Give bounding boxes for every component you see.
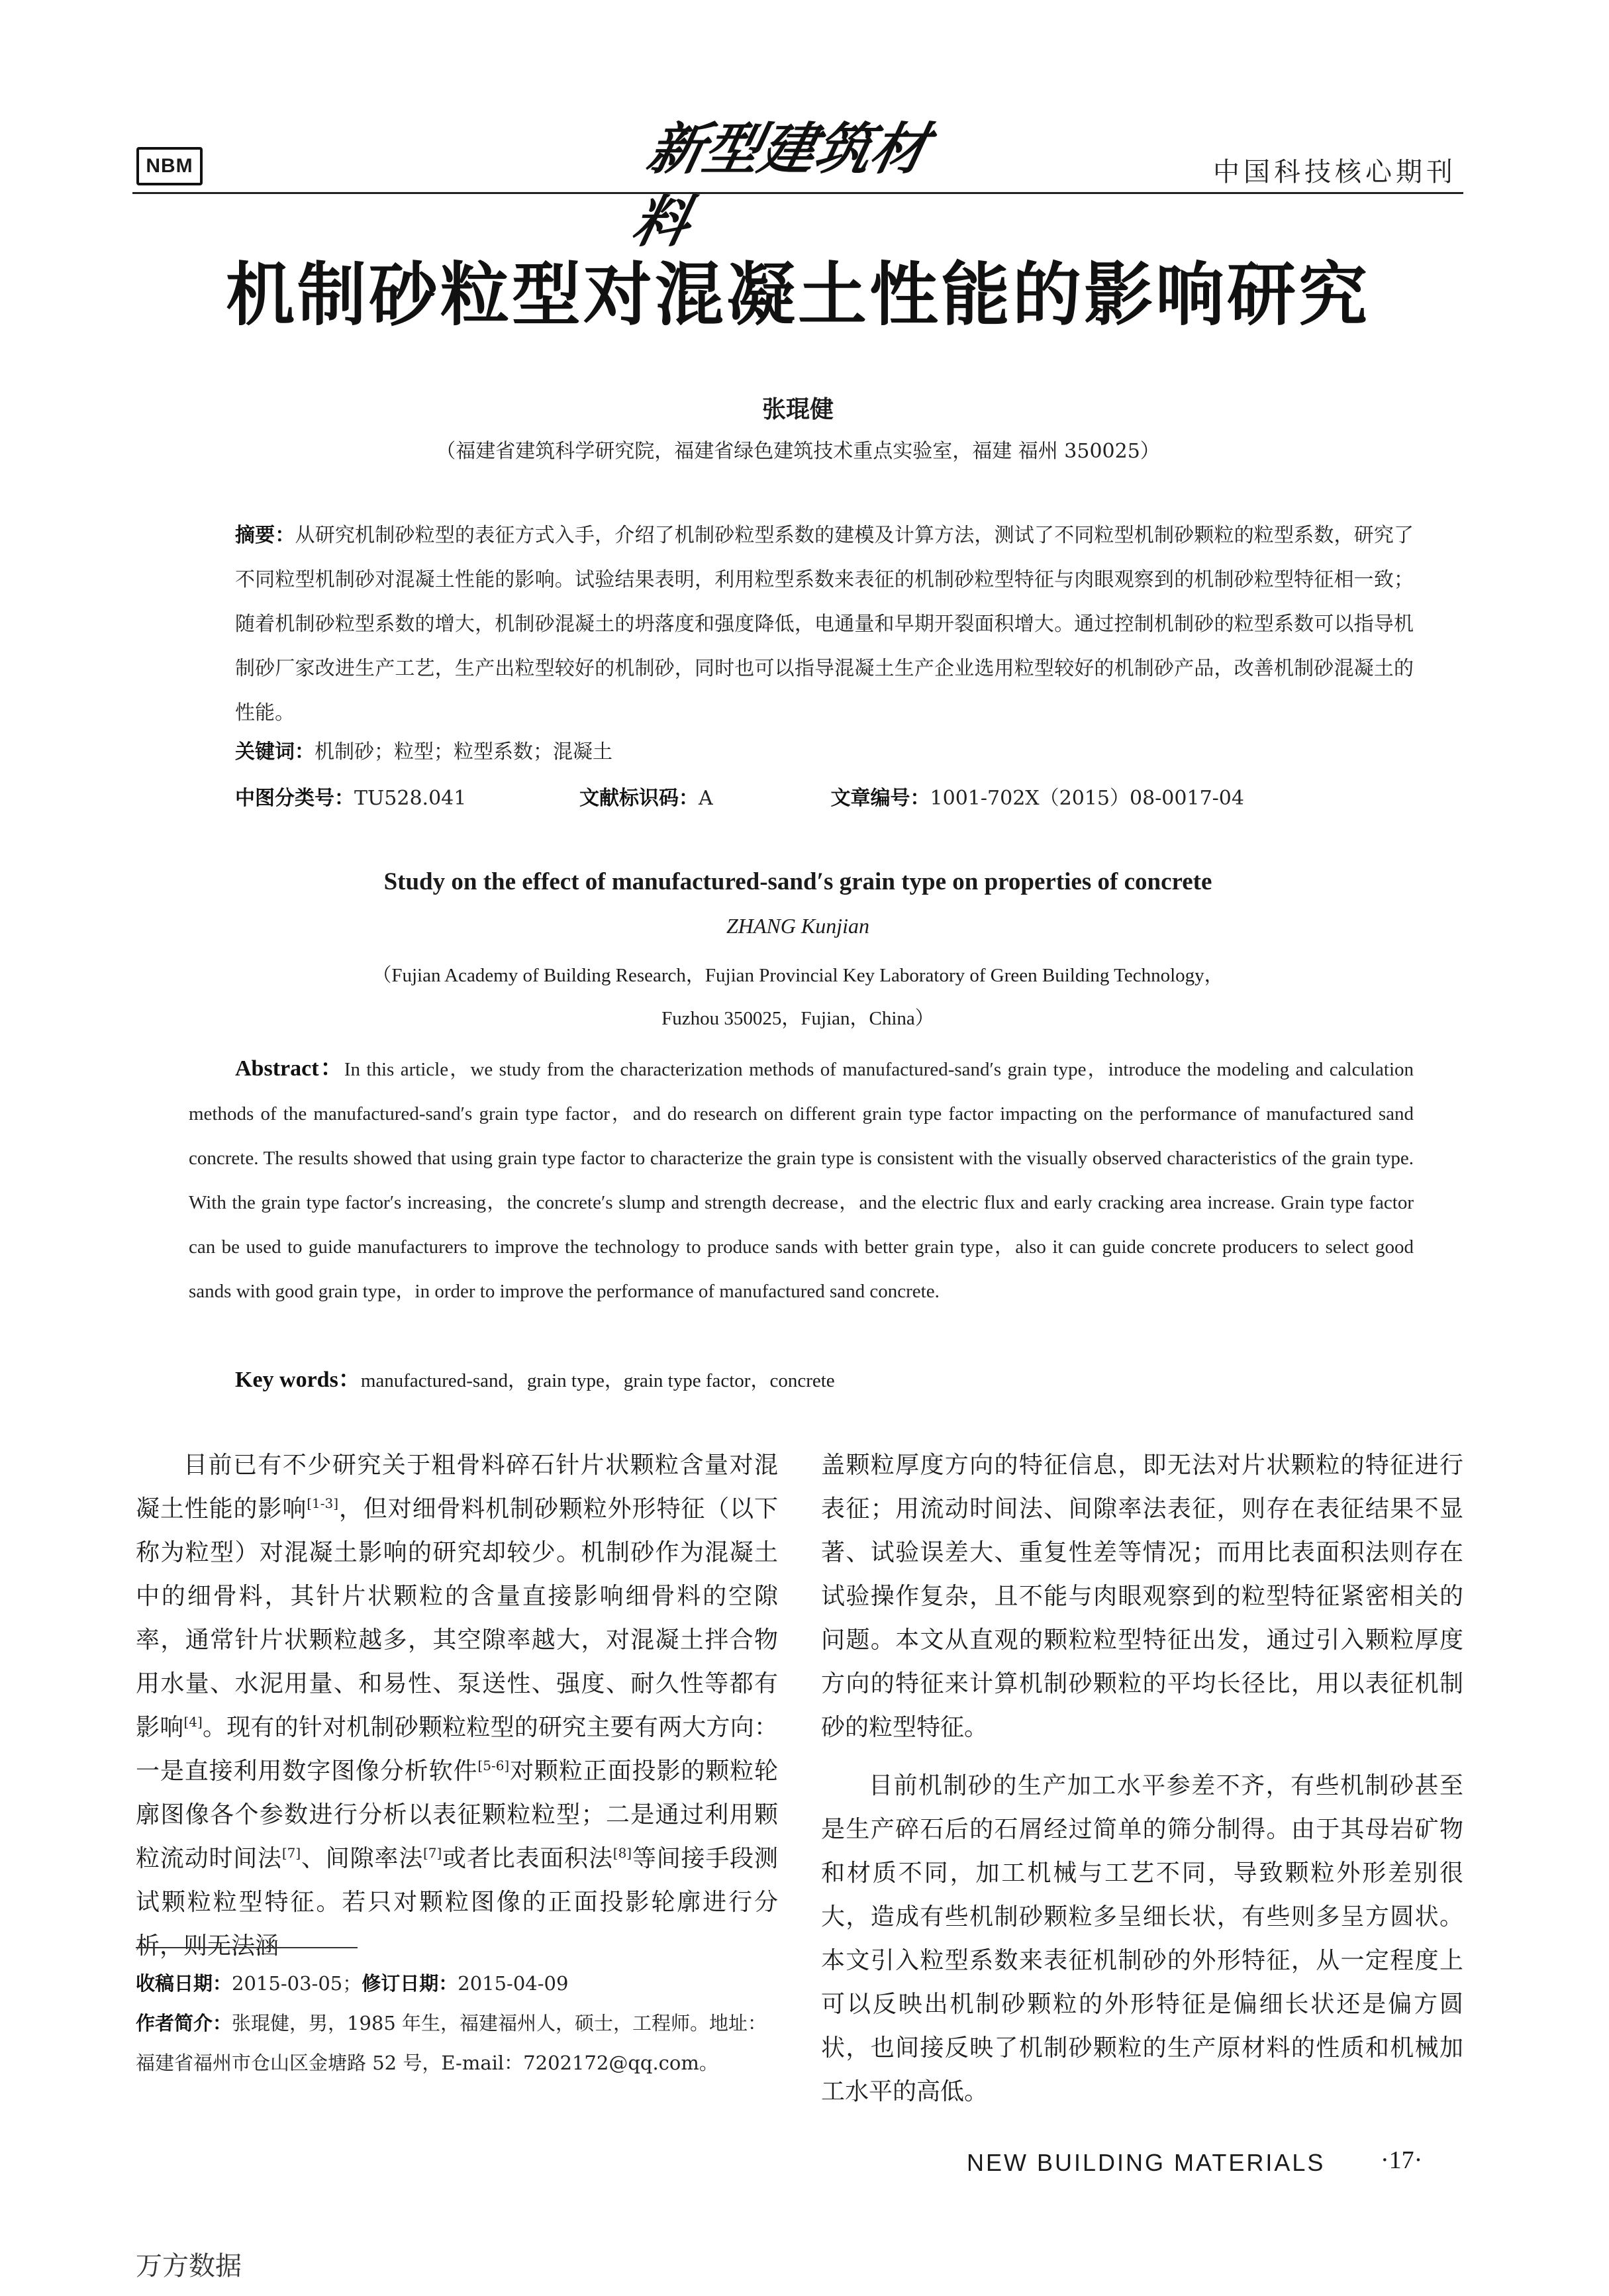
footnotes [136, 1964, 778, 2083]
keywords-cn-text: 机制砂；粒型；粒型系数；混凝土 [315, 740, 612, 764]
page-number: ·17· [1381, 2146, 1423, 2174]
doc-code-value: A [699, 787, 713, 810]
footnote-bio [136, 2003, 778, 2083]
revised-label: 修订日期： [362, 1972, 458, 1995]
author-affiliation: （福建省建筑科学研究院，福建省绿色建筑技术重点实验室，福建 福州 350025） [436, 440, 1160, 463]
author-affiliation-en-line2: Fuzhou 350025，Fujian，China） [661, 1008, 934, 1029]
article-title: 机制砂粒型对混凝土性能的影响研究 [225, 254, 1370, 335]
journal-tag: 中国科技核心期刊 [1213, 157, 1457, 187]
journal-masthead: 新型建筑材料 [626, 116, 934, 254]
abstract-cn-label: 摘要： [235, 524, 295, 547]
body-text: 。现有的针对机制砂颗粒粒型的研究主要有两大方向：一是直接利用数字图像分析软件 [136, 1714, 778, 1785]
watermark: 万方数据 [136, 2251, 242, 2281]
author-affiliation-en-line1: （Fujian Academy of Building Research，Fujian Provincial Key Laboratory of Green Building Technology， [372, 965, 1224, 986]
body-column-right [821, 1444, 1463, 2114]
body-text: 、间隙率法 [301, 1845, 423, 1872]
received-label: 收稿日期： [136, 1972, 232, 1995]
keywords-en-text: manufactured-sand，grain type，grain type factor，concrete [360, 1370, 835, 1391]
body-text: 对颗粒正面投影的颗粒轮廓图像各个参数进行分析以表征颗粒粒型；二是通过利用颗粒流动时间法 [136, 1758, 778, 1872]
keywords-en-label: Key words： [235, 1368, 361, 1392]
body-text: 等间接手段测试颗粒粒型特征。若只对颗粒图像的正面投影轮廓进行分析，则无法涵 [136, 1845, 778, 1960]
author-name-en: ZHANG Kunjian [726, 914, 870, 938]
body-text: ，但对细骨料机制砂颗粒外形特征（以下称为粒型）对混凝土影响的研究却较少。机制砂作为混凝土中的细骨料，其针片状颗粒的含量直接影响细骨料的空隙率，通常针片状颗粒越多，其空隙率越大，对混凝土拌合物用水量、水泥用量、和易性、泵送性、强度、耐久性等都有影响 [136, 1495, 778, 1741]
abstract-cn-text: 从研究机制砂粒型的表征方式入手，介绍了机制砂粒型系数的建模及计算方法，测试了不同粒型机制砂颗粒的粒型系数，研究了不同粒型机制砂对混凝土性能的影响。试验结果表明，利用粒型系数来表征的机制砂粒型特征与肉眼观察到的机制砂粒型特征相一致；随着机制砂粒型系数的增大，机制砂混凝土的坍落度和强度降低，电通量和早期开裂面积增大。通过控制机制砂的粒型系数可以指导机制砂厂家改进生产工艺，生产出粒型较好的机制砂，同时也可以指导混凝土生产企业选用粒型较好的机制砂产品，改善机制砂混凝土的性能。 [235, 524, 1414, 724]
header-rule [132, 192, 1463, 194]
footnote-dates [136, 1964, 778, 2003]
article-title-en: Study on the effect of manufactured-sand′s grain type on properties of concrete [383, 868, 1212, 895]
abstract-en [189, 1046, 1414, 1314]
author-name: 张琨健 [761, 396, 834, 423]
body-text: 或者比表面积法 [442, 1845, 613, 1872]
citation-ref: [8] [612, 1845, 632, 1861]
abstract-en-label: Abstract： [235, 1056, 344, 1081]
citation-ref: [1-3] [307, 1495, 339, 1511]
citation-ref: [4] [183, 1714, 203, 1730]
keywords-cn-label: 关键词： [235, 740, 315, 764]
clc-label: 中图分类号： [235, 787, 354, 810]
bio-text: 张琨健，男，1985 年生，福建福州人，硕士，工程师。地址：福建省福州市仓山区金塘路 52 号，E-mail：7202172@qq.com。 [136, 2012, 767, 2074]
article-no-label: 文章编号： [830, 787, 930, 810]
body-paragraph [136, 1444, 778, 1968]
citation-ref: [7] [281, 1845, 301, 1861]
citation-ref: [5-6] [477, 1758, 510, 1773]
body-column-left [136, 1444, 778, 1968]
keywords-en [235, 1361, 835, 1393]
article-no-value: 1001-702X（2015）08-0017-04 [930, 787, 1244, 810]
body-paragraph: 盖颗粒厚度方向的特征信息，即无法对片状颗粒的特征进行表征；用流动时间法、间隙率法表征，则存在表征结果不显著、试验误差大、重复性差等情况；而用比表面积法则存在试验操作复杂，且不能与肉眼观察到的粒型特征紧密相关的问题。本文从直观的颗粒粒型特征出发，通过引入颗粒厚度方向的特征来计算机制砂颗粒的平均长径比，用以表征机制砂的粒型特征。 [821, 1452, 1463, 1741]
body-paragraph: 目前机制砂的生产加工水平参差不齐，有些机制砂甚至是生产碎石后的石屑经过简单的筛分制得。由于其母岩矿物和材质不同，加工机械与工艺不同，导致颗粒外形差别很大，造成有些机制砂颗粒多呈细长状，有些则多呈方圆状。本文引入粒型系数来表征机制砂的外形特征，从一定程度上可以反映出机制砂颗粒的外形特征是偏细长状还是偏方圆状，也间接反映了机制砂颗粒的生产原材料的性质和机械加工水平的高低。 [821, 1772, 1463, 2105]
footnote-rule [136, 1947, 358, 1948]
received-date: 2015-03-05； [232, 1972, 362, 1995]
body-text: 目前已有不少研究关于粗骨料碎石针片状颗粒含量对混凝土性能的影响 [136, 1452, 778, 1522]
revised-date: 2015-04-09 [458, 1972, 569, 1995]
citation-ref: [7] [423, 1845, 442, 1861]
clc-value: TU528.041 [354, 787, 467, 810]
abstract-en-text: In this article，we study from the characterization methods of manufactured-sand′s grain type，introduce the modeling and calculation methods of the manufactured-sand′s grain type factor，and do research on different grain type factor impacting on the performance of manufactured sand concrete. The results showed that using grain type factor to characterize the grain type is consistent with the visually observed characteristics of the grain type. With the grain type factor′s increasing，the concrete′s slump and strength decrease，and the electric flux and early cracking area increase. Grain type factor can be used to guide manufacturers to improve the technology to produce sands with better grain type，also it can guide concrete producers to select good sands with good grain type，in order to improve the performance of manufactured sand concrete. [189, 1059, 1414, 1302]
bio-label: 作者简介： [136, 2012, 232, 2034]
footer-journal-name: NEW BUILDING MATERIALS [967, 2149, 1326, 2176]
keywords-cn [235, 735, 612, 764]
classification-row [235, 781, 1244, 811]
abstract-cn [235, 513, 1414, 735]
journal-logo: NBM [136, 147, 203, 185]
doc-code-label: 文献标识码： [579, 787, 699, 810]
